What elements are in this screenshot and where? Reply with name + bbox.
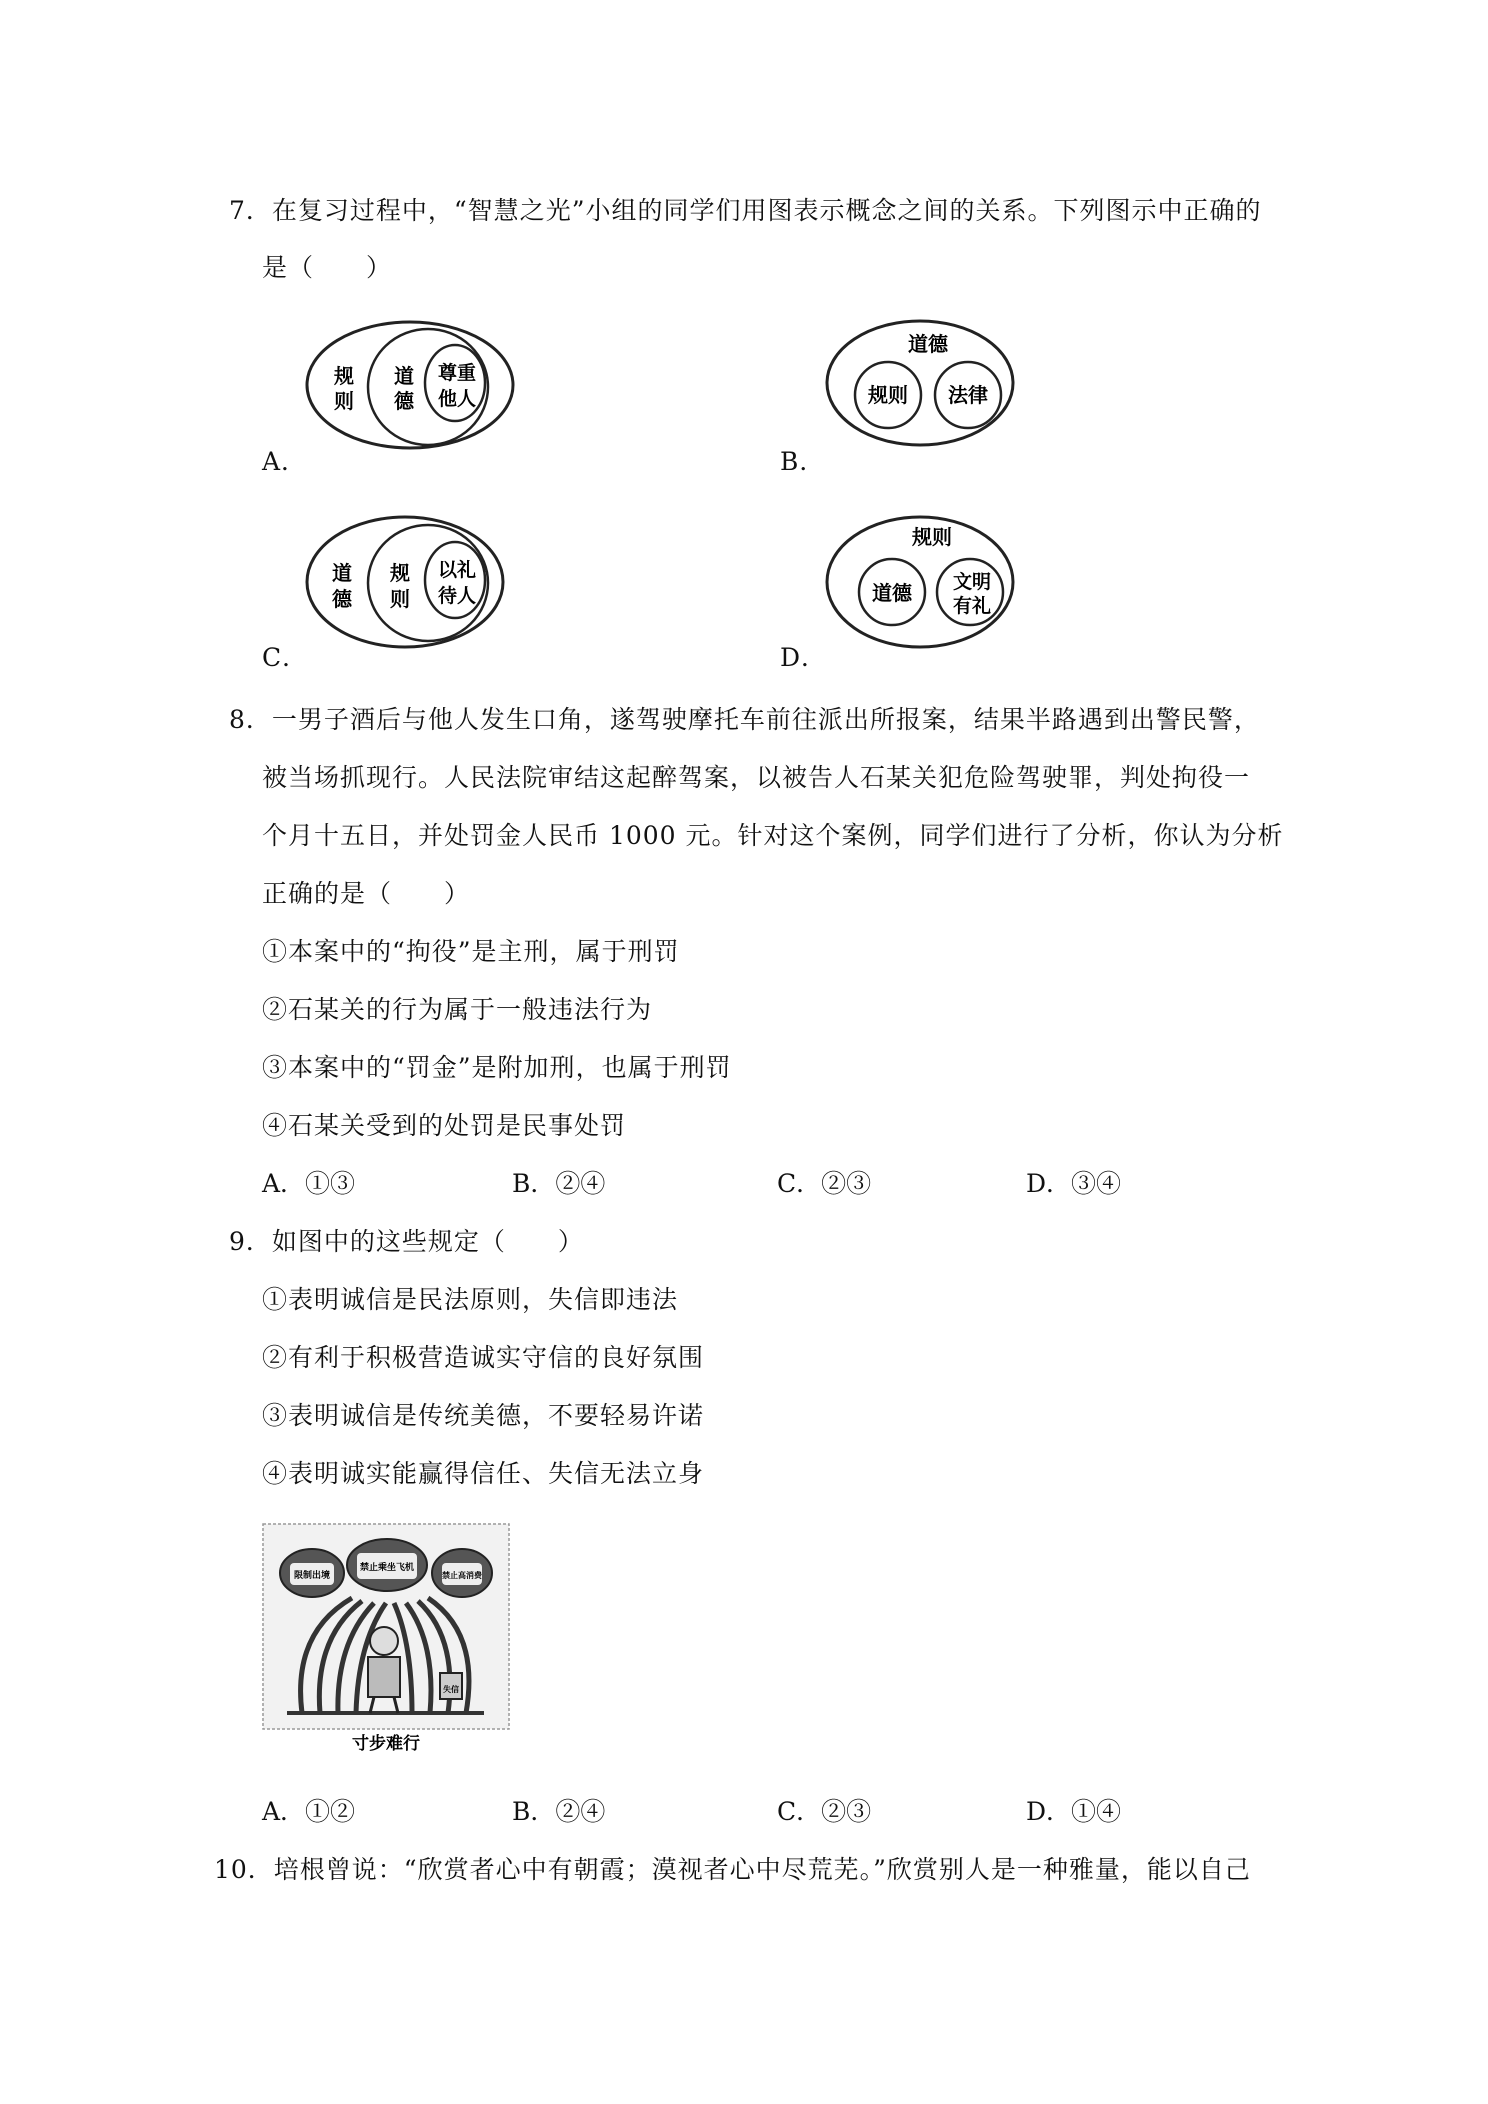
q7c-outer-2: 德 bbox=[332, 587, 352, 611]
q7-diagram-d bbox=[820, 510, 1020, 655]
q9-answer-a: A．①② bbox=[262, 1797, 356, 1826]
q8-statement-2: ②石某关的行为属于一般违法行为 bbox=[262, 995, 653, 1024]
q7c-middle-2: 则 bbox=[390, 587, 410, 611]
q8-stem-line1: 8．一男子酒后与他人发生口角，遂驾驶摩托车前往派出所报案，结果半路遇到出警民警， bbox=[229, 705, 1260, 734]
q7-option-d-letter: D． bbox=[780, 643, 828, 672]
q9-stem-line1: 9．如图中的这些规定（ ） bbox=[229, 1227, 584, 1256]
q9-statement-1: ①表明诚信是民法原则，失信即违法 bbox=[262, 1285, 679, 1314]
q7b-right: 法律 bbox=[948, 383, 988, 407]
q7-diagram-c bbox=[300, 510, 520, 655]
q8-statement-4: ④石某关受到的处罚是民事处罚 bbox=[262, 1111, 627, 1140]
q7b-outer: 道德 bbox=[908, 332, 948, 356]
q8-stem-line4: 正确的是（ ） bbox=[262, 879, 471, 908]
q7-diagram-a bbox=[300, 315, 520, 455]
q7a-middle-2: 德 bbox=[394, 389, 414, 413]
q7c-inner-2: 待人 bbox=[437, 585, 477, 607]
q8-statement-1: ①本案中的“拘役”是主刑，属于刑罚 bbox=[262, 937, 680, 966]
q7-option-c-letter: C． bbox=[262, 643, 309, 672]
q9-cartoon bbox=[262, 1523, 510, 1753]
q7-option-b-letter: B． bbox=[780, 447, 826, 476]
q7c-outer-1: 道 bbox=[332, 561, 352, 585]
q7a-inner-1: 尊重 bbox=[437, 362, 477, 384]
q7c-middle-1: 规 bbox=[390, 561, 410, 585]
q8-answer-a: A．①③ bbox=[262, 1169, 356, 1198]
q7-stem-line2: 是（ ） bbox=[262, 253, 393, 282]
cartoon-caption: 寸步难行 bbox=[352, 1734, 420, 1753]
q9-statement-4: ④表明诚实能赢得信任、失信无法立身 bbox=[262, 1459, 705, 1488]
cartoon-box-label: 失信 bbox=[443, 1684, 459, 1694]
q7d-right-2: 有礼 bbox=[952, 595, 992, 617]
q7-option-a-letter: A． bbox=[262, 447, 308, 476]
q9-answer-d: D．①④ bbox=[1026, 1797, 1122, 1826]
q9-answer-c: C．②③ bbox=[777, 1797, 872, 1826]
cartoon-sign-2: 禁止乘坐飞机 bbox=[359, 1563, 415, 1573]
q7a-outer-2: 则 bbox=[334, 389, 354, 413]
q7-diagram-b bbox=[820, 315, 1020, 455]
q7c-inner-1: 以礼 bbox=[437, 559, 477, 581]
q9-answer-b: B．②④ bbox=[512, 1797, 606, 1826]
cartoon-sign-3: 禁止高消费 bbox=[442, 1570, 482, 1580]
q8-stem-line3: 个月十五日，并处罚金人民币 1000 元。针对这个案例，同学们进行了分析，你认为分析 bbox=[262, 821, 1284, 850]
cartoon-sign-1: 限制出境 bbox=[293, 1571, 331, 1581]
q7a-middle-1: 道 bbox=[394, 364, 414, 388]
q8-stem-line2: 被当场抓现行。人民法院审结这起醉驾案，以被告人石某关犯危险驾驶罪，判处拘役一 bbox=[262, 763, 1251, 792]
q9-statement-2: ②有利于积极营造诚实守信的良好氛围 bbox=[262, 1343, 705, 1372]
q7d-right-1: 文明 bbox=[952, 571, 992, 593]
q8-statement-3: ③本案中的“罚金”是附加刑，也属于刑罚 bbox=[262, 1053, 732, 1082]
q7a-inner-2: 他人 bbox=[437, 388, 477, 410]
q8-answer-c: C．②③ bbox=[777, 1169, 872, 1198]
q7a-outer-1: 规 bbox=[334, 364, 354, 388]
q8-answer-b: B．②④ bbox=[512, 1169, 606, 1198]
q10-stem-line1: 10．培根曾说：“欣赏者心中有朝霞；漠视者心中尽荒芜。”欣赏别人是一种雅量，能以自己 bbox=[214, 1855, 1251, 1884]
q7b-left: 规则 bbox=[868, 383, 908, 407]
q7d-left: 道德 bbox=[872, 581, 912, 605]
q8-answer-d: D．③④ bbox=[1026, 1169, 1122, 1198]
q7d-outer: 规则 bbox=[912, 525, 952, 549]
q7-stem-line1: 7．在复习过程中，“智慧之光”小组的同学们用图表示概念之间的关系。下列图示中正确的 bbox=[229, 196, 1262, 225]
q9-statement-3: ③表明诚信是传统美德，不要轻易许诺 bbox=[262, 1401, 705, 1430]
